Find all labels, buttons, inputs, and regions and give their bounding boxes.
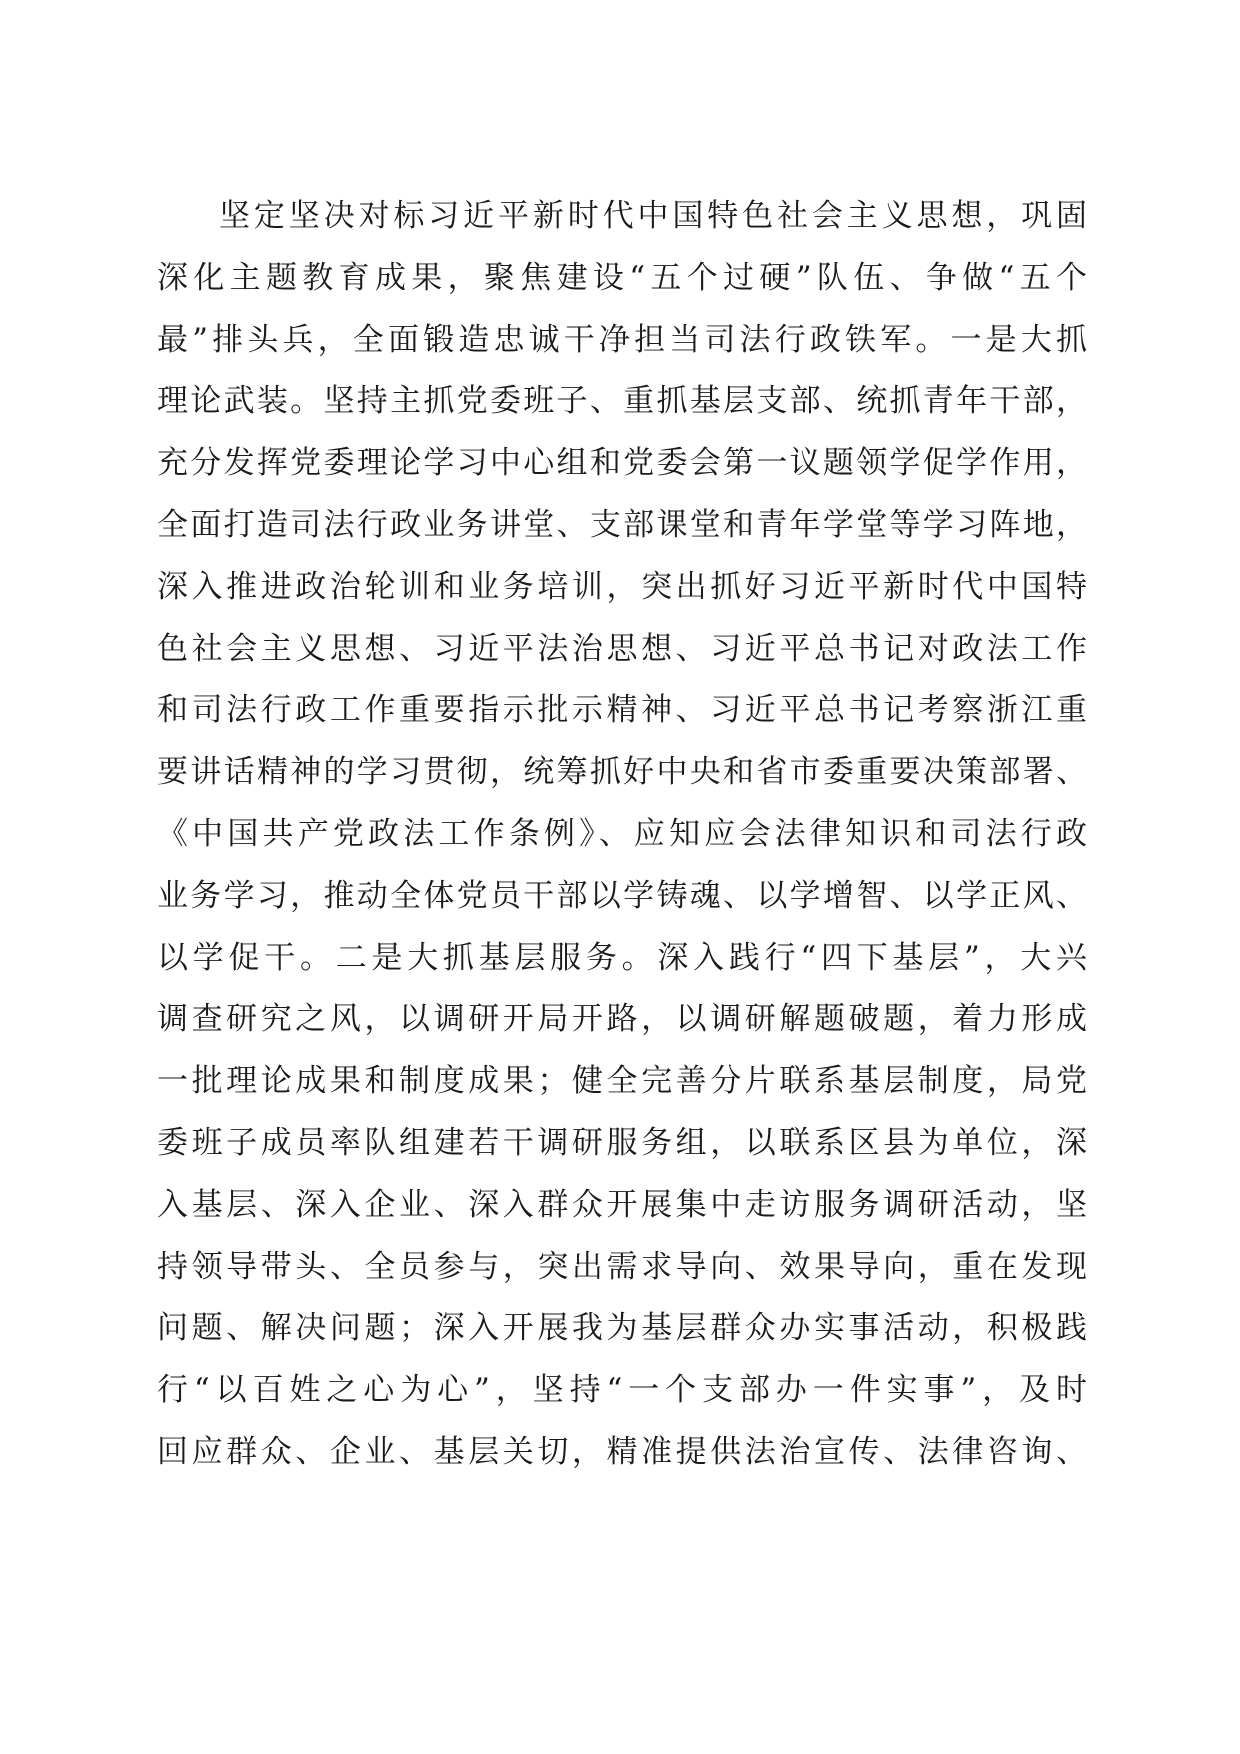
text-line: 和司法行政工作重要指示批示精神、习近平总书记考察浙江重 — [157, 692, 1087, 729]
text-line: 《中国共产党政法工作条例》、应知应会法律知识和司法行政 — [157, 815, 1087, 852]
body-paragraph — [157, 186, 1087, 1484]
text-line: 色社会主义思想、习近平法治思想、习近平总书记对政法工作 — [157, 630, 1087, 667]
text-line: 以学促干。二是大抓基层服务。深入践行“四下基层”，大兴 — [157, 939, 1087, 976]
text-line: 理论武装。坚持主抓党委班子、重抓基层支部、统抓青年干部， — [157, 383, 1087, 420]
text-line: 回应群众、企业、基层关切，精准提供法治宣传、法律咨询、 — [157, 1433, 1087, 1470]
text-line: 充分发挥党委理论学习中心组和党委会第一议题领学促学作用， — [157, 445, 1087, 482]
text-line: 持领导带头、全员参与，突出需求导向、效果导向，重在发现 — [157, 1248, 1087, 1285]
text-line: 行“以百姓之心为心”，坚持“一个支部办一件实事”，及时 — [157, 1372, 1087, 1409]
text-line: 最”排头兵，全面锻造忠诚干净担当司法行政铁军。一是大抓 — [157, 321, 1087, 358]
text-line: 全面打造司法行政业务讲堂、支部课堂和青年学堂等学习阵地， — [157, 506, 1087, 543]
text-line: 要讲话精神的学习贯彻，统筹抓好中央和省市委重要决策部署、 — [157, 754, 1087, 791]
text-line: 入基层、深入企业、深入群众开展集中走访服务调研活动，坚 — [157, 1186, 1087, 1223]
text-line: 委班子成员率队组建若干调研服务组，以联系区县为单位，深 — [157, 1124, 1087, 1161]
text-line: 深化主题教育成果，聚焦建设“五个过硬”队伍、争做“五个 — [157, 259, 1087, 296]
text-line: 问题、解决问题；深入开展我为基层群众办实事活动，积极践 — [157, 1310, 1087, 1347]
text-line: 一批理论成果和制度成果；健全完善分片联系基层制度，局党 — [157, 1063, 1087, 1100]
text-line: 深入推进政治轮训和业务培训，突出抓好习近平新时代中国特 — [157, 568, 1087, 605]
text-line: 业务学习，推动全体党员干部以学铸魂、以学增智、以学正风、 — [157, 877, 1087, 914]
text-line: 调查研究之风，以调研开局开路，以调研解题破题，着力形成 — [157, 1001, 1087, 1038]
text-line: 坚定坚决对标习近平新时代中国特色社会主义思想，巩固 — [219, 198, 1087, 234]
